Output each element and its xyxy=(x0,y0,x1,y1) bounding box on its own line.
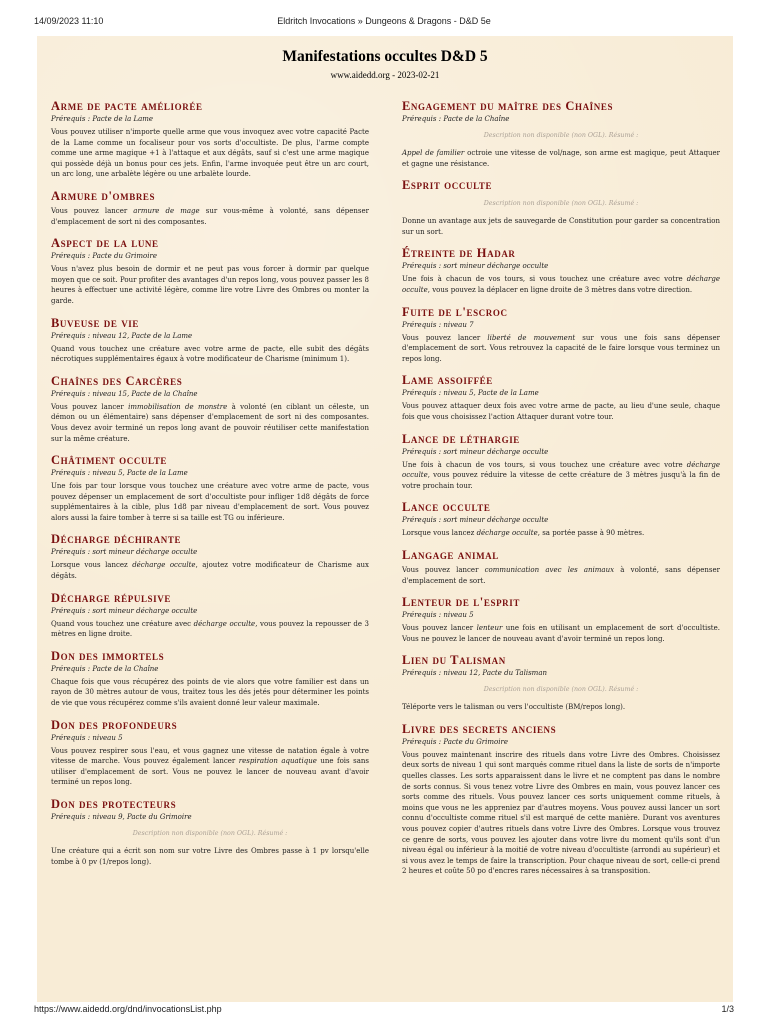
invocation-description: Appel de familier octroie une vitesse de vol/nage, son arme est magique, peut Attaquer et gagne une résistance. xyxy=(402,149,720,168)
invocation-name: Esprit occulte xyxy=(402,178,493,193)
invocation-prerequisite: Prérequis : Pacte de la Chaîne xyxy=(402,115,510,123)
invocation-name: Lance de léthargie xyxy=(402,431,520,446)
unavailable-notice: Description non disponible (non OGL). Résumé : xyxy=(483,200,639,208)
document-subtitle: www.aidedd.org - 2023-02-21 xyxy=(330,70,440,80)
invocation-description: Une fois à chacun de vos tours, si vous touchez une créature avec votre décharge occulte, vous pouvez réduire la vitesse de cette créature de 3 mètres jusqu'à la fin de votre prochain tour. xyxy=(402,460,720,490)
invocation-prerequisite: Prérequis : niveau 5, Pacte de la Lame xyxy=(51,469,188,478)
invocation-name: Étreinte de Hadar xyxy=(402,246,516,261)
invocation-description: Une créature qui a écrit son nom sur votre Livre des Ombres passe à 1 pv lorsqu'elle tombe à 0 pv (1/repos long). xyxy=(51,847,369,866)
invocation-entry xyxy=(402,373,720,422)
invocation-entry xyxy=(402,500,720,539)
invocation-description: Vous pouvez maintenant inscrire des rituels dans votre Livre des Ombres. Choisissez deux sorts de niveau 1 qui sont marqués comme rituel dans la liste de sorts de n'importe quelles classes. Les sorts apparaissent dans le livre et ne comptent pas dans le nombre de sorts connus. Si vous tenez votre Livre des Ombres en main, vous pouvez lancer ces sorts comme des rituels. Vous pouvez lancer ces sorts uniquement comme rituels, à moins que vous ne les appreniez par d'autres moyens. Vous pouvez aussi lancer un sort connu d'occultiste comme rituel s'il est marqué de cette manière. Durant vos aventures vous pouvez copier d'autres rituels dans votre Livre des Ombres. Lorsque vous trouvez ce genre de sorts, vous pouvez les ajouter dans votre livre du moment qu'ils sont d'un niveau égal ou inférieur à la moitié de votre niveau d'occultiste (arrondi au supérieur) et si vous avez le temps de faire la transcription. Pour chaque niveau de sort, celle-ci prend 2 heures et coûte 50 po d'encres rares nécessaires à sa transposition. xyxy=(402,750,720,876)
invocation-name: Aspect de la lune xyxy=(51,236,159,251)
invocation-name: Don des immortels xyxy=(51,648,165,663)
invocation-name: Livre des secrets anciens xyxy=(402,721,557,736)
invocation-entry xyxy=(51,591,369,640)
invocation-entry xyxy=(51,99,369,180)
invocation-entry xyxy=(51,374,369,444)
invocation-description: Vous pouvez lancer lenteur une fois en utilisant un emplacement de sort d'occultiste. Vous ne pouvez le lancer de nouveau avant d'avoir terminé un repos long. xyxy=(402,624,720,643)
invocation-name: Buveuse de vie xyxy=(51,315,140,330)
invocation-prerequisite: Prérequis : Pacte du Grimoire xyxy=(51,252,157,261)
invocation-prerequisite: Prérequis : niveau 15, Pacte de la Chaîne xyxy=(51,389,198,398)
right-column xyxy=(402,99,720,886)
invocation-description: Lorsque vous lancez décharge occulte, sa portée passe à 90 mètres. xyxy=(402,529,645,538)
invocation-entry xyxy=(402,595,720,644)
invocation-name: Décharge déchirante xyxy=(51,532,182,547)
print-page-title: Eldritch Invocations » Dungeons & Dragons - D&D 5e xyxy=(277,16,491,26)
invocation-description: Chaque fois que vous récupérez des points de vie alors que votre familier est dans un rayon de 30 mètres autour de vous, traitez tous les dés jetés pour déterminer les points de vie que vous récupérez comme s'ils avaient donné leur valeur maximale. xyxy=(51,677,369,708)
invocation-name: Lien du Talisman xyxy=(402,653,506,668)
print-url: https://www.aidedd.org/dnd/invocationsList.php xyxy=(34,1004,222,1014)
invocation-name: Engagement du maître des Chaînes xyxy=(402,99,614,113)
parchment-sheet xyxy=(37,36,733,1002)
invocation-entry xyxy=(402,722,720,877)
invocation-description: Vous pouvez utiliser n'importe quelle arme que vous invoquez avec votre capacité Pacte de la Lame comme un focaliseur pour vos sorts d'occultiste. De plus, l'arme compte comme une arme magique +1 à l'attaque et aux dégâts, sauf si c'est une arme magique qui possède déjà un bonus pour ces jets. Enfin, l'arme invoquée peut être un arc court, un arc long, une arbalète légère ou une arbalète lourde. xyxy=(51,128,369,179)
invocation-prerequisite: Prérequis : Pacte de la Chaîne xyxy=(51,664,159,673)
invocation-entry xyxy=(402,432,720,492)
invocation-entry xyxy=(402,178,720,237)
invocation-name: Chaînes des Carcères xyxy=(51,373,183,388)
print-footer xyxy=(0,1002,768,1024)
invocation-entry xyxy=(51,189,369,227)
invocation-description: Une fois à chacun de vos tours, si vous touchez une créature avec votre décharge occulte, vous pouvez la déplacer en ligne droite de 3 mètres dans votre direction. xyxy=(402,275,720,294)
invocation-prerequisite: Prérequis : sort mineur décharge occulte xyxy=(402,447,549,456)
invocation-description: Téléporte vers le talisman ou vers l'occultiste (BM/repos long). xyxy=(402,703,626,712)
invocation-description: Quand vous touchez une créature avec décharge occulte, vous pouvez la repousser de 3 mètres en ligne droite. xyxy=(51,619,369,639)
invocation-description: Vous pouvez lancer liberté de mouvement sur vous une fois sans dépenser d'emplacement de sort. Vous retrouvez la capacité de le faire lorsque vous terminez un repos long. xyxy=(402,333,720,363)
invocation-description: Vous pouvez lancer immobilisation de monstre à volonté (en ciblant un céleste, un démon ou un élémentaire) sans dépenser d'emplacement de sort ni des composantes. Vous devez avoir terminé un repos long avant de pouvoir réutiliser cette manifestation sur la même créature. xyxy=(51,402,370,443)
invocation-prerequisite: Prérequis : niveau 5 xyxy=(402,611,474,620)
invocation-description: Vous pouvez lancer communication avec les animaux à volonté, sans dépenser d'emplacement de sort. xyxy=(402,565,720,585)
invocation-name: Don des profondeurs xyxy=(51,717,178,732)
invocation-description: Vous pouvez respirer sous l'eau, et vous gagnez une vitesse de natation égale à votre vitesse de marche. Vous pouvez également lancer respiration aquatique une fois sans utiliser d'emplacement de sort. Vous ne pouvez le lancer de nouveau avant d'avoir terminé un repos long. xyxy=(51,746,369,787)
invocation-prerequisite: Prérequis : sort mineur décharge occulte xyxy=(402,516,549,525)
invocation-name: Don des protecteurs xyxy=(51,797,177,811)
invocation-entry xyxy=(402,246,720,295)
invocation-prerequisite: Prérequis : niveau 5 xyxy=(51,733,123,742)
invocation-entry xyxy=(402,305,720,365)
invocation-entry xyxy=(51,718,369,788)
print-datetime: 14/09/2023 11:10 xyxy=(34,16,104,26)
invocation-entry xyxy=(402,548,720,586)
invocation-description: Donne un avantage aux jets de sauvegarde de Constitution pour garder sa concentration sur un sort. xyxy=(402,217,720,236)
invocation-description: Quand vous touchez une créature avec votre arme de pacte, elle subit des dégâts nécrotiques supplémentaires égaux à votre modificateur de Charisme (minimum 1). xyxy=(51,344,369,364)
invocation-name: Lenteur de l'esprit xyxy=(402,595,520,610)
invocation-prerequisite: Prérequis : niveau 5, Pacte de la Lame xyxy=(402,389,539,398)
unavailable-notice: Description non disponible (non OGL). Résumé : xyxy=(483,132,639,139)
invocation-name: Lame assoiffée xyxy=(402,373,493,388)
invocation-entry xyxy=(51,532,369,581)
invocation-name: Armure d'ombres xyxy=(51,188,156,203)
invocation-prerequisite: Prérequis : niveau 12, Pacte de la Lame xyxy=(51,331,193,340)
invocation-entry xyxy=(402,99,720,169)
unavailable-notice: Description non disponible (non OGL). Résumé : xyxy=(132,830,288,837)
invocation-description: Vous pouvez attaquer deux fois avec votre arme de pacte, au lieu d'une seule, chaque fois que vous choisissez l'action Attaquer durant votre tour. xyxy=(402,402,720,421)
invocation-entry xyxy=(51,797,369,867)
invocation-prerequisite: Prérequis : sort mineur décharge occulte xyxy=(402,262,549,271)
invocation-name: Lance occulte xyxy=(402,500,491,515)
invocation-prerequisite: Prérequis : niveau 9, Pacte du Grimoire xyxy=(51,813,192,821)
invocation-name: Châtiment occulte xyxy=(51,453,168,468)
invocation-entry xyxy=(51,316,369,365)
invocation-entry xyxy=(51,236,369,306)
print-header xyxy=(0,0,768,36)
invocation-prerequisite: Prérequis : Pacte du Grimoire xyxy=(402,737,508,746)
invocation-prerequisite: Prérequis : sort mineur décharge occulte xyxy=(51,548,198,557)
invocation-name: Langage animal xyxy=(402,547,499,562)
invocation-entry xyxy=(51,649,369,709)
invocation-prerequisite: Prérequis : sort mineur décharge occulte xyxy=(51,606,198,615)
invocation-description: Vous pouvez lancer armure de mage sur vous-même à volonté, sans dépenser d'emplacement de sort ni des composantes. xyxy=(51,206,369,226)
invocation-entry xyxy=(51,453,369,523)
invocation-prerequisite: Prérequis : niveau 7 xyxy=(402,320,474,329)
invocation-description: Vous n'avez plus besoin de dormir et ne peut pas vous forcer à dormir par quelque moyen que ce soit. Pour profiter des avantages d'un repos long, vous pouvez passer les 8 heures à effectuer une activité légère, comme lire votre Livre des Ombres ou monter la garde. xyxy=(51,265,369,305)
invocation-name: Arme de pacte améliorée xyxy=(51,99,203,113)
document-title: Manifestations occultes D&D 5 xyxy=(282,48,488,65)
invocation-entry xyxy=(402,653,720,713)
invocation-description: Lorsque vous lancez décharge occulte, ajoutez votre modificateur de Charisme aux dégâts. xyxy=(51,561,369,581)
page-number: 1/3 xyxy=(721,1004,734,1014)
invocation-name: Fuite de l'escroc xyxy=(402,304,508,319)
unavailable-notice: Description non disponible (non OGL). Résumé : xyxy=(483,686,639,694)
left-column xyxy=(51,99,369,876)
invocation-prerequisite: Prérequis : Pacte de la Lame xyxy=(51,115,154,123)
invocation-description: Une fois par tour lorsque vous touchez une créature avec votre arme de pacte, vous pouvez dépenser un emplacement de sort d'occultiste pour infliger 1d8 dégâts de force supplémentaires à la cible, plus 1d8 par niveau d'emplacement de sort. Vous pouvez alors aussi la faire tomber à terre si sa taille est TG ou inférieure. xyxy=(51,482,369,522)
invocation-name: Décharge répulsive xyxy=(51,590,171,605)
invocation-prerequisite: Prérequis : niveau 12, Pacte du Talisman xyxy=(402,669,547,678)
